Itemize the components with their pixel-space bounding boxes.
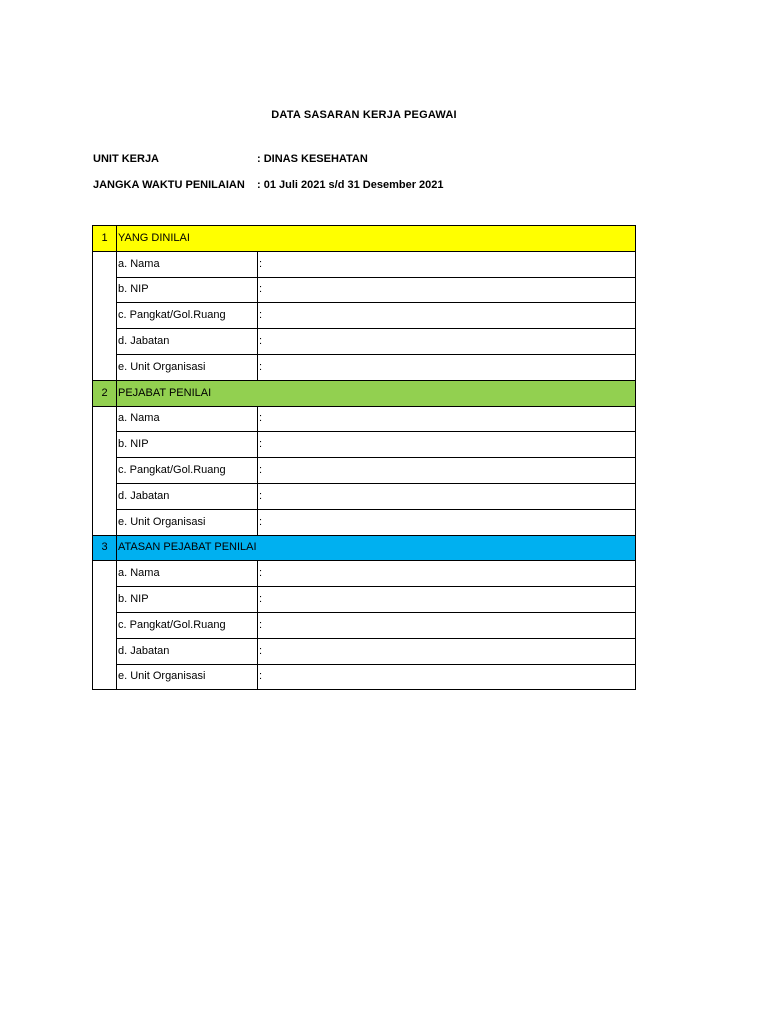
field-value: : <box>258 277 636 303</box>
field-value: : <box>258 664 636 690</box>
field-value: : <box>258 406 636 432</box>
table-row <box>93 664 636 690</box>
table-row <box>93 432 636 458</box>
unit-kerja-value: : DINAS KESEHATAN <box>257 153 368 165</box>
field-label: b. NIP <box>117 432 258 458</box>
field-label: b. NIP <box>117 277 258 303</box>
field-label: e. Unit Organisasi <box>117 509 258 535</box>
document-title: DATA SASARAN KERJA PEGAWAI <box>271 109 457 121</box>
section-header-atasan-pejabat-penilai <box>93 535 636 561</box>
section-number: 2 <box>93 380 117 406</box>
field-value: : <box>258 354 636 380</box>
table-row <box>93 612 636 638</box>
jangka-waktu-label: JANGKA WAKTU PENILAIAN <box>93 179 245 191</box>
section-title: ATASAN PEJABAT PENILAI <box>117 535 636 561</box>
field-value: : <box>258 251 636 277</box>
jangka-waktu-value: : 01 Juli 2021 s/d 31 Desember 2021 <box>257 179 444 191</box>
field-value: : <box>258 612 636 638</box>
table-row <box>93 354 636 380</box>
section-number: 1 <box>93 226 117 252</box>
table-row <box>93 561 636 587</box>
field-value: : <box>258 329 636 355</box>
section-header-pejabat-penilai <box>93 380 636 406</box>
field-label: e. Unit Organisasi <box>117 354 258 380</box>
field-value: : <box>258 587 636 613</box>
field-value: : <box>258 638 636 664</box>
field-value: : <box>258 432 636 458</box>
field-label: d. Jabatan <box>117 329 258 355</box>
field-value: : <box>258 458 636 484</box>
table-row <box>93 458 636 484</box>
field-label: a. Nama <box>117 561 258 587</box>
unit-kerja-label: UNIT KERJA <box>93 153 160 165</box>
field-value: : <box>258 561 636 587</box>
table-row <box>93 406 636 432</box>
field-value: : <box>258 303 636 329</box>
field-label: a. Nama <box>117 251 258 277</box>
field-label: d. Jabatan <box>117 483 258 509</box>
section-title: PEJABAT PENILAI <box>117 380 636 406</box>
field-label: b. NIP <box>117 587 258 613</box>
table-row <box>93 303 636 329</box>
table-row <box>93 483 636 509</box>
field-label: c. Pangkat/Gol.Ruang <box>117 458 258 484</box>
table-row <box>93 587 636 613</box>
table-row <box>93 251 636 277</box>
section-title: YANG DINILAI <box>117 226 636 252</box>
field-label: c. Pangkat/Gol.Ruang <box>117 612 258 638</box>
field-label: c. Pangkat/Gol.Ruang <box>117 303 258 329</box>
assessment-table <box>92 225 636 690</box>
table-row <box>93 509 636 535</box>
section-header-yang-dinilai <box>93 226 636 252</box>
table-row <box>93 277 636 303</box>
field-value: : <box>258 509 636 535</box>
field-label: e. Unit Organisasi <box>117 664 258 690</box>
field-label: d. Jabatan <box>117 638 258 664</box>
table-row <box>93 638 636 664</box>
field-label: a. Nama <box>117 406 258 432</box>
table-row <box>93 329 636 355</box>
field-value: : <box>258 483 636 509</box>
section-number: 3 <box>93 535 117 561</box>
